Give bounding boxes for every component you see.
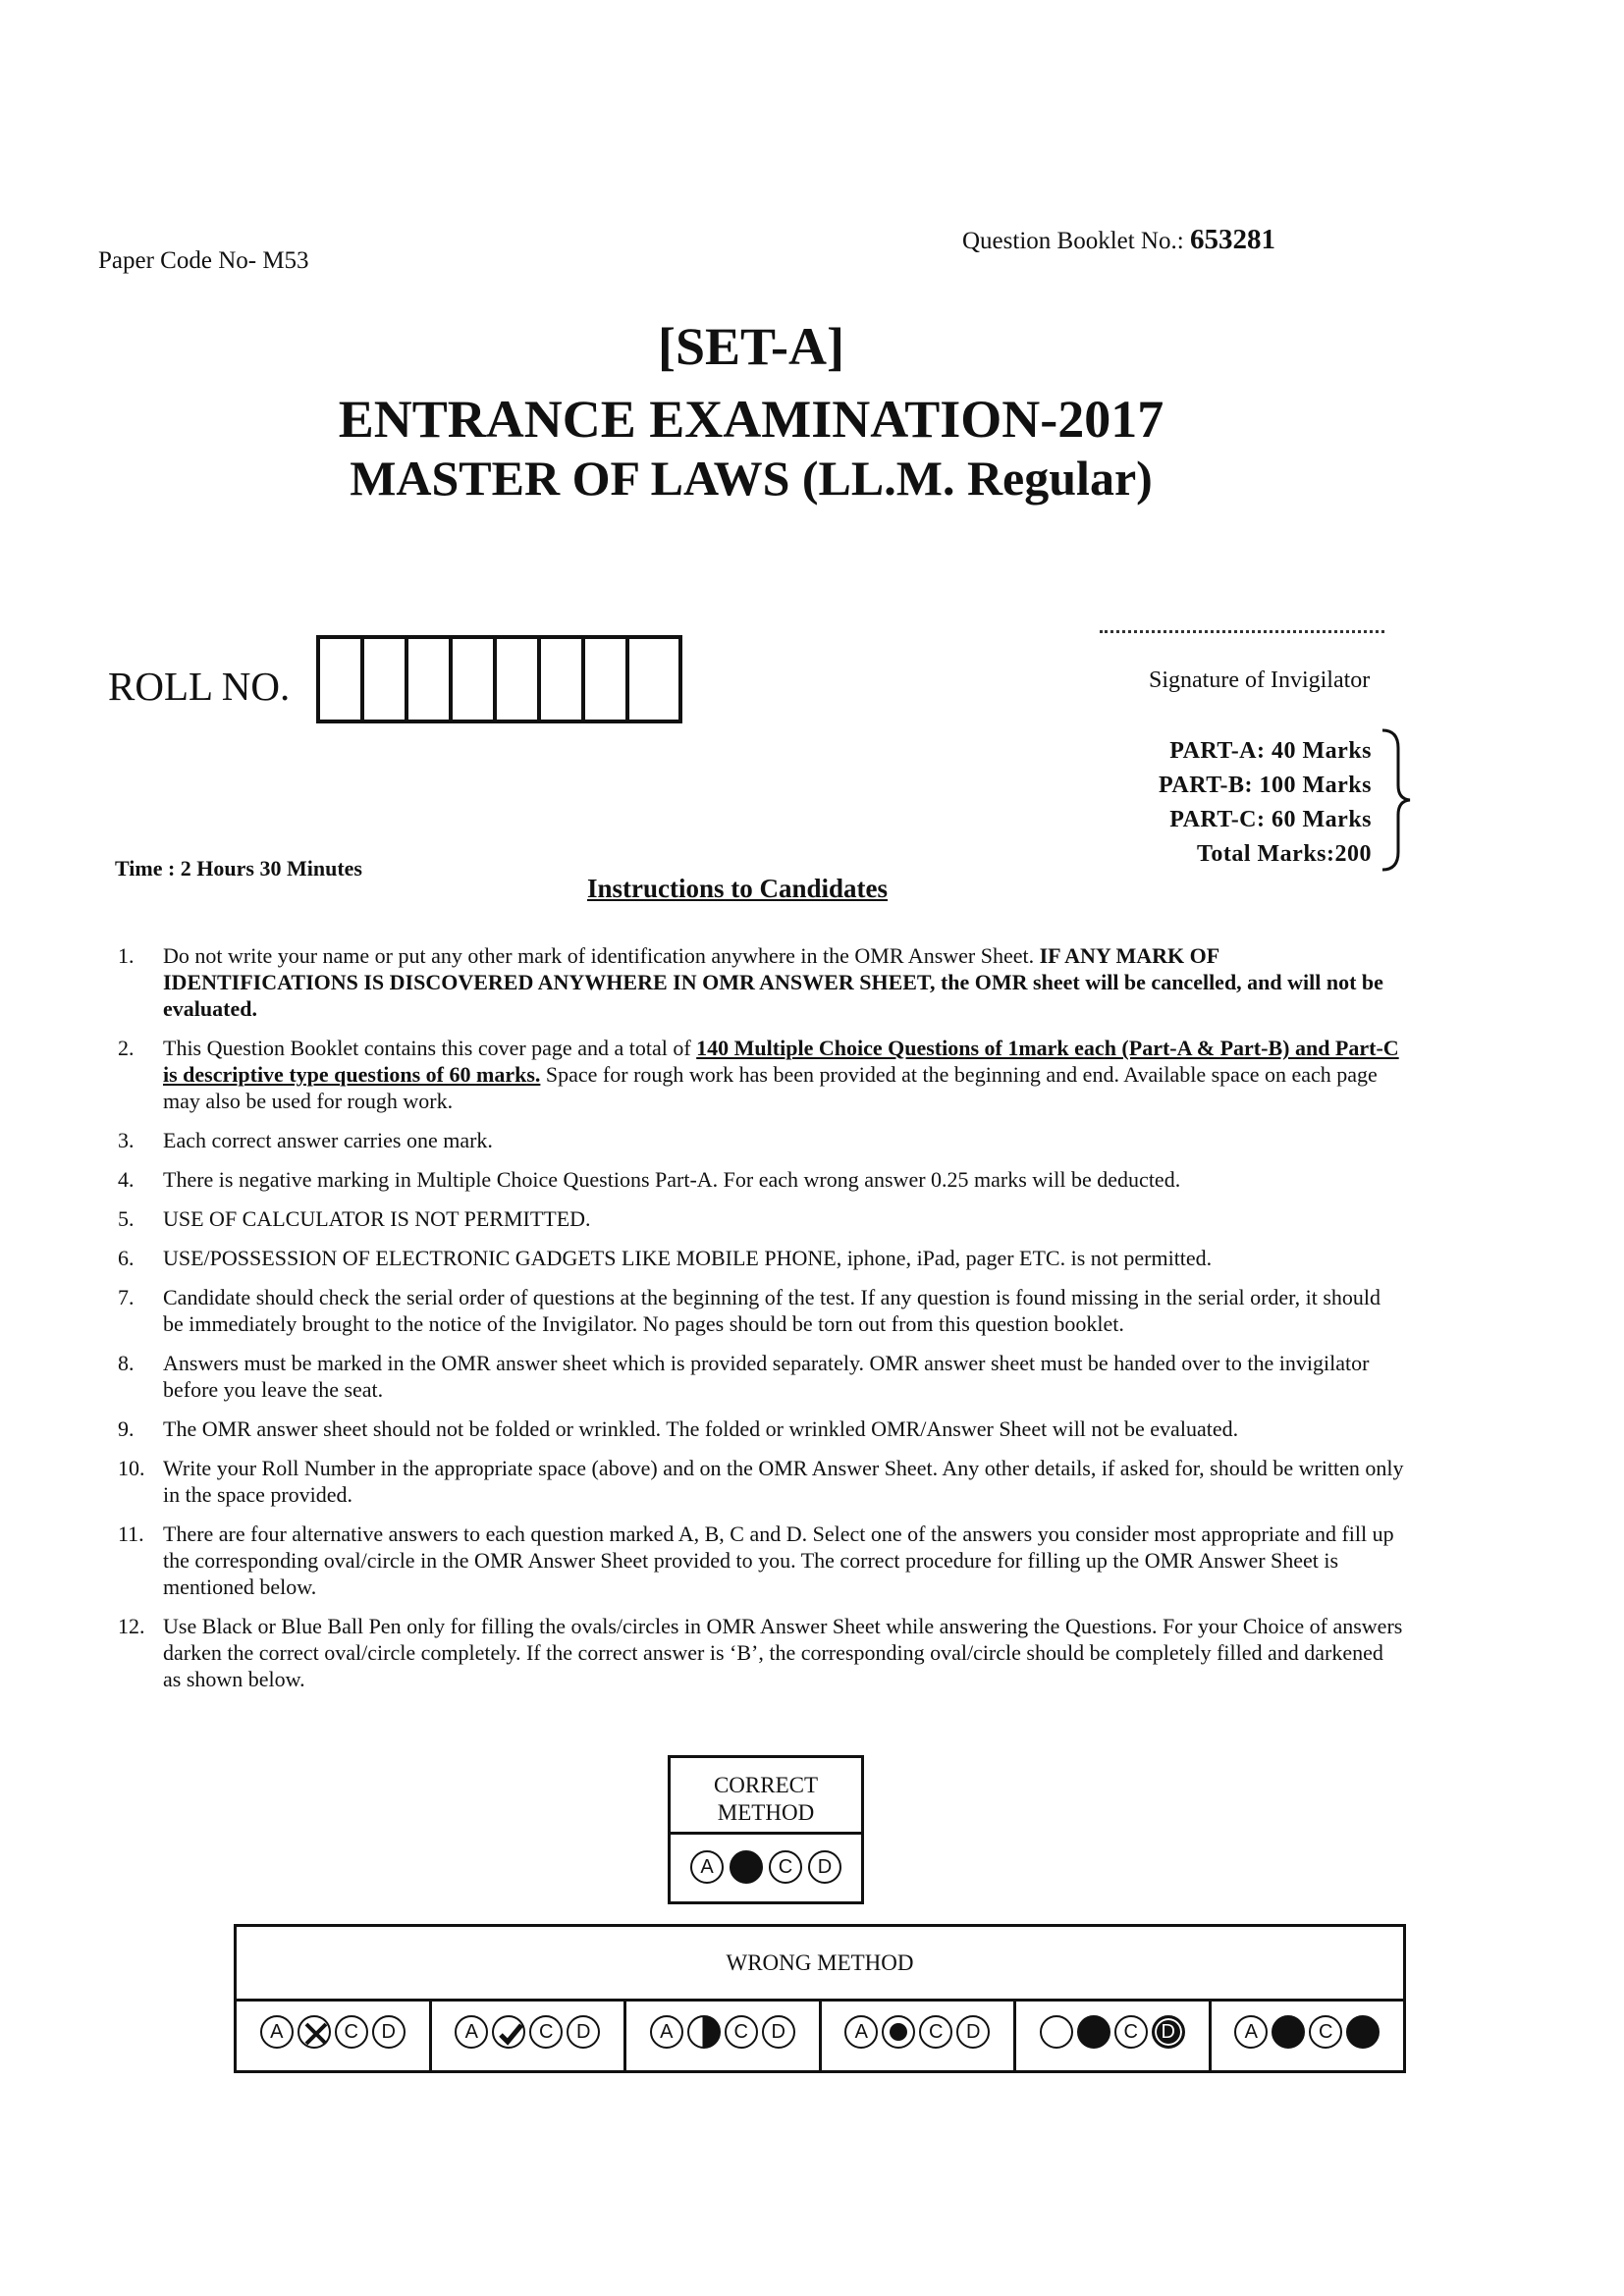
set-title: [SET-A]	[657, 317, 845, 376]
wrong-method-label: WRONG METHOD	[237, 1927, 1403, 2002]
bubble-a: A	[1234, 2015, 1268, 2049]
bubble-b-crossed	[298, 2015, 331, 2049]
bubble-d: D	[956, 2015, 990, 2049]
bubble-b-ticked	[492, 2015, 525, 2049]
part-a-marks: PART-A: 40 Marks	[1169, 738, 1372, 764]
wrong-bubble-row	[237, 2002, 1403, 2070]
bubble-a: A	[690, 1850, 724, 1884]
instruction-item: 12. Use Black or Blue Ball Pen only for filling the ovals/circles in OMR Answer Sheet while answering the Questions. For your Choice of answers darken the correct oval/circle completely. If the correct answer is ‘B’, the corresponding oval/circle should be completely filled and darkened as shown below.	[118, 1614, 1403, 1691]
bubble-d: D	[372, 2015, 406, 2049]
bubble-a: A	[650, 2015, 683, 2049]
roll-box[interactable]	[320, 639, 364, 720]
bubble-a: A	[455, 2015, 488, 2049]
instruction-item: 4. There is negative marking in Multiple Choice Questions Part-A. For each wrong answer 0.25 marks will be deducted.	[118, 1167, 1181, 1192]
signature-line	[1100, 630, 1384, 633]
wrong-example-multiple	[1016, 2002, 1212, 2070]
roll-box[interactable]	[585, 639, 629, 720]
correct-bubble-row	[671, 1835, 861, 1884]
exam-title: ENTRANCE EXAMINATION-2017	[338, 390, 1164, 449]
bubble-b-filled	[1077, 2015, 1110, 2049]
instructions-list	[118, 942, 1404, 1705]
bubble-a: A	[260, 2015, 294, 2049]
roll-box[interactable]	[408, 639, 453, 720]
instructions-heading: Instructions to Candidates	[587, 874, 889, 903]
bubble-b-filled	[1272, 2015, 1305, 2049]
wrong-example-tick	[432, 2002, 627, 2070]
brace-icon	[1377, 726, 1416, 874]
instruction-item: 10. Write your Roll Number in the appropriate space (above) and on the OMR Answer Sheet. Any other details, if asked for, should be written only in the space provided.	[118, 1456, 1404, 1507]
wrong-example-half	[626, 2002, 822, 2070]
wrong-example-two-filled	[1212, 2002, 1404, 2070]
roll-number-label: ROLL NO.	[108, 664, 291, 709]
bubble-b-filled	[730, 1850, 763, 1884]
bubble-a-empty	[1040, 2015, 1073, 2049]
roll-box[interactable]	[541, 639, 585, 720]
bubble-c: C	[769, 1850, 802, 1884]
course-title: MASTER OF LAWS (LL.M. Regular)	[350, 451, 1153, 506]
bubble-c: C	[919, 2015, 952, 2049]
instruction-item: 3. Each correct answer carries one mark.	[118, 1128, 493, 1152]
time-allowed: Time : 2 Hours 30 Minutes	[115, 856, 362, 881]
instruction-item: 1. Do not write your name or put any other mark of identification anywhere in the OMR Answer Sheet. IF ANY MARK OF IDENTIFICATIONS IS DISCOVERED ANYWHERE IN OMR ANSWER SHEET, the OMR sheet will be cancelled, and will not be evaluated.	[118, 943, 1383, 1021]
bubble-c: C	[1309, 2015, 1342, 2049]
instruction-item: 5. USE OF CALCULATOR IS NOT PERMITTED.	[118, 1206, 591, 1231]
bubble-c: C	[725, 2015, 758, 2049]
instruction-item: 8. Answers must be marked in the OMR answer sheet which is provided separately. OMR answer sheet must be handed over to the invigilator before you leave the seat.	[118, 1351, 1370, 1402]
roll-box[interactable]	[453, 639, 497, 720]
roll-number-boxes[interactable]	[316, 635, 682, 723]
booklet-number-line	[962, 224, 1275, 256]
bubble-b-half-filled	[687, 2015, 721, 2049]
bubble-b-dotted	[882, 2015, 915, 2049]
instruction-item: 9. The OMR answer sheet should not be folded or wrinkled. The folded or wrinkled OMR/Answer Sheet will not be evaluated.	[118, 1416, 1239, 1441]
bubble-c: C	[529, 2015, 563, 2049]
booklet-number: 653281	[1189, 224, 1275, 255]
roll-box[interactable]	[497, 639, 541, 720]
instruction-item: 11. There are four alternative answers to each question marked A, B, C and D. Select one of the answers you consider most appropriate and fill up the corresponding oval/circle in the OMR Answer Sheet provided to you. The correct procedure for filling up the OMR Answer Sheet is mentioned below.	[118, 1522, 1394, 1599]
bubble-d-filled: D	[1152, 2015, 1185, 2049]
part-b-marks: PART-B: 100 Marks	[1159, 773, 1372, 798]
wrong-example-cross	[237, 2002, 432, 2070]
bubble-d-filled	[1346, 2015, 1380, 2049]
bubble-c: C	[335, 2015, 368, 2049]
instruction-item: 7. Candidate should check the serial order of questions at the beginning of the test. If any question is found missing in the serial order, it should be immediately brought to the notice of the Invigilator. No pages should be torn out from this question booklet.	[118, 1285, 1381, 1336]
bubble-c: C	[1114, 2015, 1148, 2049]
marks-breakdown	[1159, 734, 1372, 872]
instruction-item: 2. This Question Booklet contains this cover page and a total of 140 Multiple Choice Questions of 1mark each (Part-A & Part-B) and Part-C is descriptive type questions of 60 marks. Space for rough work has been provided at the beginning and end. Available space on each page may also be used for rough work.	[118, 1036, 1399, 1113]
bubble-a: A	[844, 2015, 878, 2049]
roll-box[interactable]	[364, 639, 408, 720]
correct-method-label: CORRECT METHOD	[671, 1758, 861, 1835]
instruction-item: 6. USE/POSSESSION OF ELECTRONIC GADGETS LIKE MOBILE PHONE, iphone, iPad, pager ETC. is not permitted.	[118, 1246, 1213, 1270]
invigilator-signature-label: Signature of Invigilator	[1149, 667, 1371, 693]
wrong-example-dot	[822, 2002, 1017, 2070]
wrong-method-box	[234, 1924, 1406, 2073]
roll-box[interactable]	[629, 639, 678, 720]
booklet-label: Question Booklet No.:	[962, 228, 1184, 254]
total-marks: Total Marks:200	[1197, 841, 1372, 867]
part-c-marks: PART-C: 60 Marks	[1169, 807, 1372, 832]
correct-method-box	[668, 1755, 864, 1904]
bubble-d: D	[762, 2015, 795, 2049]
bubble-d: D	[808, 1850, 841, 1884]
bubble-d: D	[567, 2015, 600, 2049]
paper-code: Paper Code No- M53	[98, 247, 309, 274]
